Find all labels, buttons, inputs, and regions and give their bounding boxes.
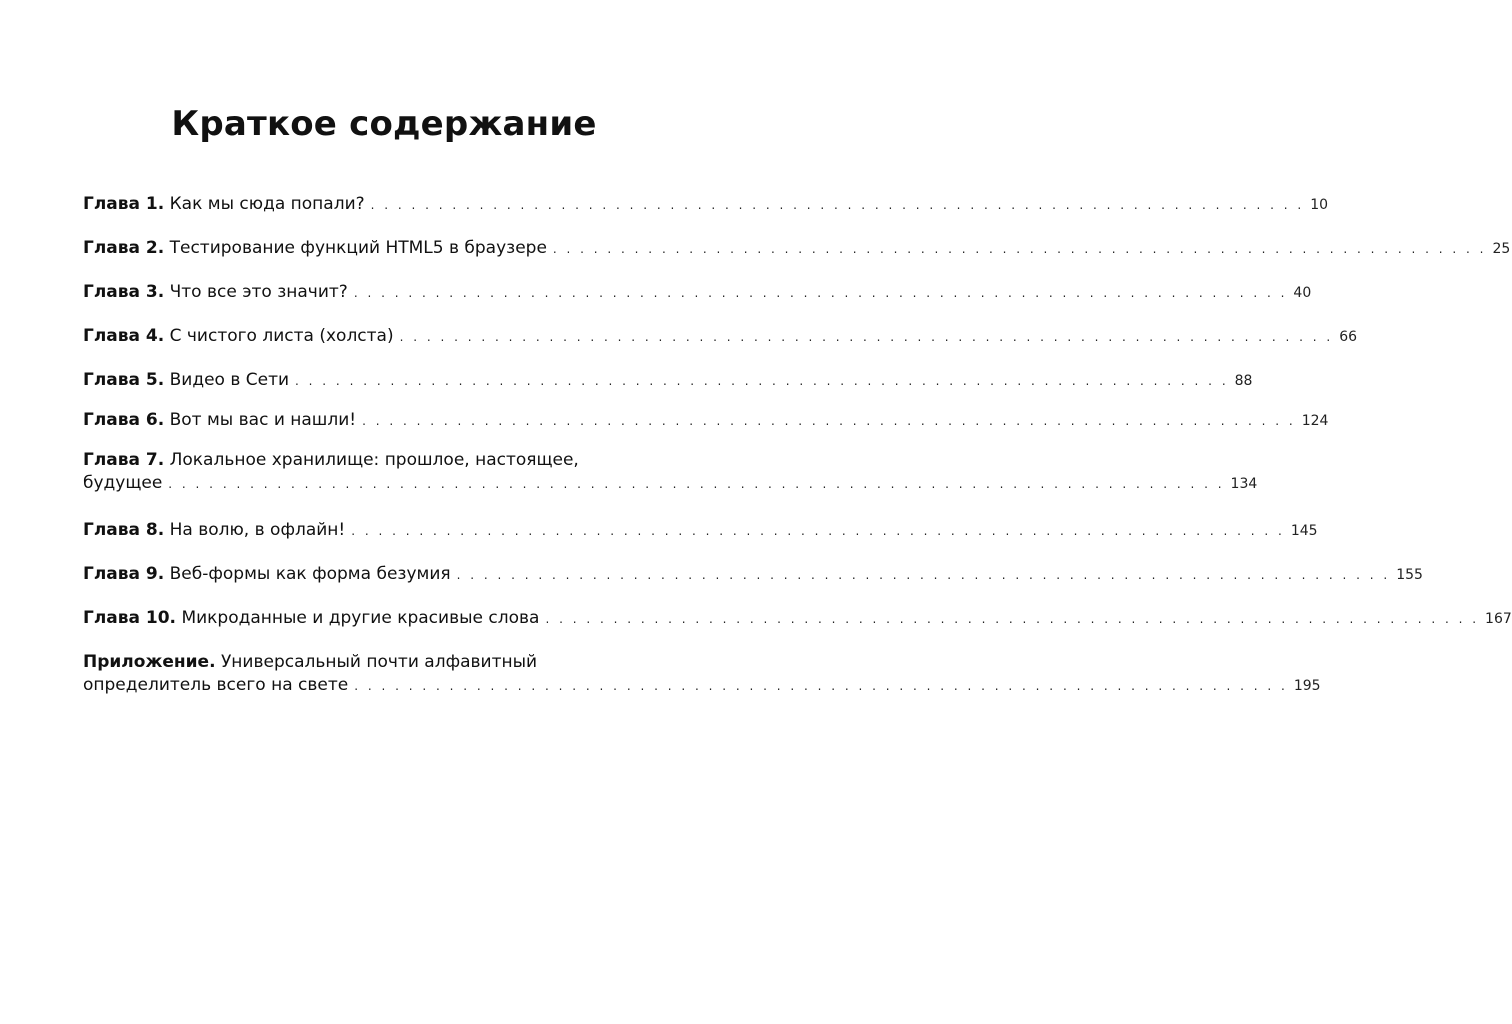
toc-entry-chapter-8[interactable] [83, 519, 1318, 543]
toc-line [83, 409, 1329, 433]
toc-entry-appendix[interactable] [83, 651, 1321, 698]
toc-line [83, 674, 1321, 698]
page-number: 124 [1301, 413, 1329, 429]
dot-leader: . . . . . . . . . . . . . . . . . . . . . . . . . . . . . . . . . . . . . . . . . . . . . . . . . . . . . . . . . . . . . . . . . . . . . [351, 524, 1285, 538]
page-number: 167 [1485, 611, 1512, 627]
chapter-title: Вот мы вас и нашли! [169, 410, 357, 430]
toc-line [83, 325, 1358, 349]
chapter-title-continued: определитель всего на свете [83, 675, 349, 695]
chapter-title: На волю, в офлайн! [169, 520, 346, 540]
toc-entry-chapter-4[interactable] [83, 325, 1358, 349]
toc-line [83, 193, 1329, 217]
chapter-label: Глава 2. [83, 238, 165, 258]
page-number: 145 [1290, 523, 1318, 539]
page-number: 10 [1310, 197, 1329, 213]
page-number: 25 [1492, 241, 1511, 257]
dot-leader: . . . . . . . . . . . . . . . . . . . . . . . . . . . . . . . . . . . . . . . . . . . . . . . . . . . . . . . . . . . . . . . . . . . . . [456, 568, 1391, 582]
chapter-title-continued: будущее [83, 473, 163, 493]
toc-entry-chapter-6[interactable] [83, 409, 1329, 433]
toc-line [83, 237, 1511, 261]
chapter-label: Глава 6. [83, 410, 165, 430]
dot-leader: . . . . . . . . . . . . . . . . . . . . . . . . . . . . . . . . . . . . . . . . . . . . . . . . . . . . . . . . . . . . . . . . . . . . . [362, 414, 1296, 428]
toc-line [83, 563, 1423, 587]
toc-title-line [83, 651, 711, 674]
chapter-label: Глава 10. [83, 608, 177, 628]
toc-entry-chapter-9[interactable] [83, 563, 1423, 587]
toc-title-line [83, 449, 711, 472]
page-number: 195 [1293, 678, 1321, 694]
chapter-title: Как мы сюда попали? [169, 194, 365, 214]
page-title: Краткое содержание [171, 104, 597, 144]
chapter-label: Глава 5. [83, 370, 165, 390]
toc-entry-chapter-2[interactable] [83, 237, 1511, 261]
chapter-label: Приложение. [83, 652, 216, 672]
chapter-title: Видео в Сети [169, 370, 290, 390]
chapter-title: Веб-формы как форма безумия [169, 564, 451, 584]
toc-entry-chapter-3[interactable] [83, 281, 1312, 305]
dot-leader: . . . . . . . . . . . . . . . . . . . . . . . . . . . . . . . . . . . . . . . . . . . . . . . . . . . . . . . . . . . . . . . . . . . . . [370, 198, 1305, 212]
chapter-title: С чистого листа (холста) [169, 326, 394, 346]
toc-line [83, 281, 1312, 305]
chapter-label: Глава 4. [83, 326, 165, 346]
page-number: 155 [1396, 567, 1423, 583]
chapter-label: Глава 9. [83, 564, 165, 584]
chapter-title: Что все это значит? [169, 282, 348, 302]
dot-leader: . . . . . . . . . . . . . . . . . . . . . . . . . . . . . . . . . . . . . . . . . . . . . . . . . . . . . . . . . . . . . . . . . . . . . . . . . . . . . . [168, 477, 1225, 491]
toc-entry-chapter-5[interactable] [83, 369, 1253, 393]
page-number: 66 [1339, 329, 1358, 345]
chapter-title: Тестирование функций HTML5 в браузере [169, 238, 547, 258]
toc-entry-chapter-1[interactable] [83, 193, 1329, 217]
page-number: 88 [1234, 373, 1253, 389]
dot-leader: . . . . . . . . . . . . . . . . . . . . . . . . . . . . . . . . . . . . . . . . . . . . . . . . . . . . . . . . . . . . . . . . . . . . . [353, 286, 1288, 300]
dot-leader: . . . . . . . . . . . . . . . . . . . . . . . . . . . . . . . . . . . . . . . . . . . . . . . . . . . . . . . . . . . . . . . . . . . . . [399, 330, 1334, 344]
table-of-contents [83, 193, 1512, 698]
dot-leader: . . . . . . . . . . . . . . . . . . . . . . . . . . . . . . . . . . . . . . . . . . . . . . . . . . . . . . . . . . . . . . . . . . . . . [295, 374, 1229, 388]
page-number: 40 [1293, 285, 1312, 301]
toc-line [83, 472, 1258, 496]
dot-leader: . . . . . . . . . . . . . . . . . . . . . . . . . . . . . . . . . . . . . . . . . . . . . . . . . . . . . . . . . . . . . . . . . . . . . [354, 679, 1288, 693]
toc-entry-chapter-10[interactable] [83, 607, 1512, 631]
chapter-label: Глава 1. [83, 194, 165, 214]
toc-line [83, 607, 1512, 631]
page-number: 134 [1230, 476, 1258, 492]
chapter-title: Локальное хранилище: прошлое, настоящее, [169, 450, 579, 470]
toc-entry-chapter-7[interactable] [83, 449, 1258, 496]
toc-line [83, 369, 1253, 393]
chapter-title: Микроданные и другие красивые слова [181, 608, 540, 628]
dot-leader: . . . . . . . . . . . . . . . . . . . . . . . . . . . . . . . . . . . . . . . . . . . . . . . . . . . . . . . . . . . . . . . . . . . . . [545, 612, 1480, 626]
chapter-label: Глава 8. [83, 520, 165, 540]
chapter-title: Универсальный почти алфавитный [220, 652, 538, 672]
chapter-label: Глава 3. [83, 282, 165, 302]
chapter-label: Глава 7. [83, 450, 165, 470]
toc-line [83, 519, 1318, 543]
dot-leader: . . . . . . . . . . . . . . . . . . . . . . . . . . . . . . . . . . . . . . . . . . . . . . . . . . . . . . . . . . . . . . . . . . . . . [552, 242, 1487, 256]
